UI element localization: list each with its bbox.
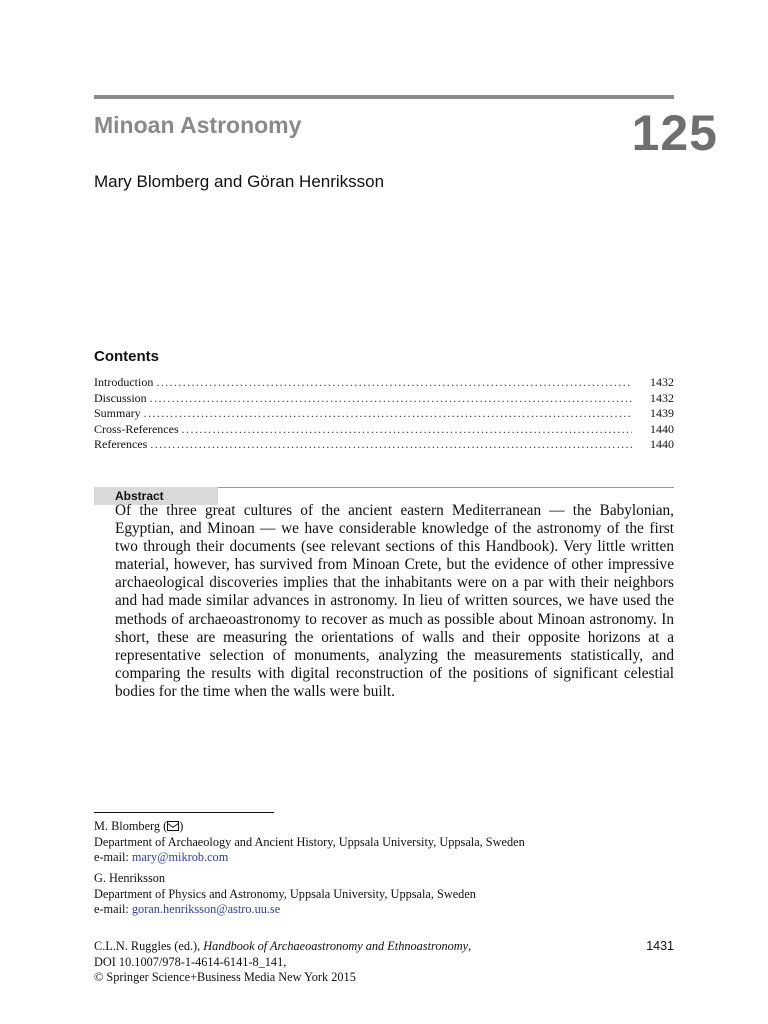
author-1-email-link[interactable]: mary@mikrob.com: [131, 850, 229, 864]
toc-leader: [150, 391, 632, 407]
citation-line: C.L.N. Ruggles (ed.), Handbook of Archaeoastronomy and Ethnoastronomy,: [94, 939, 472, 953]
footnote-author-1: [94, 819, 674, 866]
toc-entry-introduction[interactable]: [94, 375, 674, 391]
abstract-label-text: Abstract: [115, 489, 164, 503]
toc-label: Summary: [94, 406, 141, 420]
toc-leader: [182, 422, 632, 438]
table-of-contents: [94, 375, 674, 453]
book-title: Handbook of Archaeoastronomy and Ethnoastronomy: [203, 939, 469, 953]
toc-entry-cross-references[interactable]: [94, 422, 674, 438]
toc-leader: [156, 375, 632, 391]
toc-page: 1432: [650, 390, 674, 405]
toc-leader: [144, 406, 632, 422]
chapter-authors: Mary Blomberg and Göran Henriksson: [94, 172, 385, 191]
mail-icon: [167, 821, 179, 831]
citation-footer: [94, 939, 674, 986]
toc-entry-discussion[interactable]: [94, 391, 674, 407]
header-rule: [94, 95, 674, 99]
author-2-affiliation: Department of Physics and Astronomy, Uppsala University, Uppsala, Sweden: [94, 886, 476, 901]
author-1-affiliation: Department of Archaeology and Ancient History, Uppsala University, Uppsala, Sweden: [94, 834, 525, 849]
page-number: 1431: [646, 939, 674, 953]
toc-entry-references[interactable]: [94, 437, 674, 453]
copyright-line: © Springer Science+Business Media New York 2015: [94, 970, 356, 984]
toc-label: Discussion: [94, 390, 147, 405]
toc-page: 1432: [650, 375, 674, 389]
toc-leader: [150, 437, 632, 453]
chapter-number: 125: [631, 105, 718, 161]
contents-heading: Contents: [94, 348, 159, 365]
abstract-text: Of the three great cultures of the ancient eastern Mediterranean — the Babylonian, Egyptian, and Minoan — we have considerable knowledge of the astronomy of the first two through their documents (see relevant sections of this Handbook). Very little written material, however, has survived from Minoan Crete, but the evidence of other impressive archaeological discoveries implies that the inhabitants were on a par with their neighbors and had made similar advances in astronomy. In lieu of written sources, we have used the methods of archaeoastronomy to recover as much as possible about Minoan astronomy. In short, these are measuring the orientations of walls and their opposite horizons at a representative selection of monuments, analyzing the measurements statistically, and comparing the results with digital reconstruction of the positions of significant celestial bodies for the time when the walls were built.: [115, 502, 674, 700]
toc-label: Introduction: [94, 375, 154, 389]
toc-page: 1440: [650, 437, 674, 451]
toc-entry-summary[interactable]: [94, 406, 674, 422]
toc-page: 1439: [650, 406, 674, 420]
toc-label: Cross-References: [94, 421, 179, 436]
footnote-author-2: [94, 871, 674, 918]
chapter-title: Minoan Astronomy: [94, 112, 302, 138]
footnote-rule: [94, 812, 274, 813]
author-1-email-line: e-mail: mary@mikrob.com: [94, 850, 229, 864]
author-1-name: M. Blomberg ( ): [94, 819, 184, 833]
author-2-email-link[interactable]: goran.henriksson@astro.uu.se: [131, 902, 281, 916]
toc-page: 1440: [650, 421, 674, 436]
toc-label: References: [94, 437, 148, 451]
doi-line: DOI 10.1007/978-1-4614-6141-8_141,: [94, 954, 287, 969]
author-2-email-line: e-mail: goran.henriksson@astro.uu.se: [94, 902, 281, 916]
author-2-name: G. Henriksson: [94, 871, 166, 885]
